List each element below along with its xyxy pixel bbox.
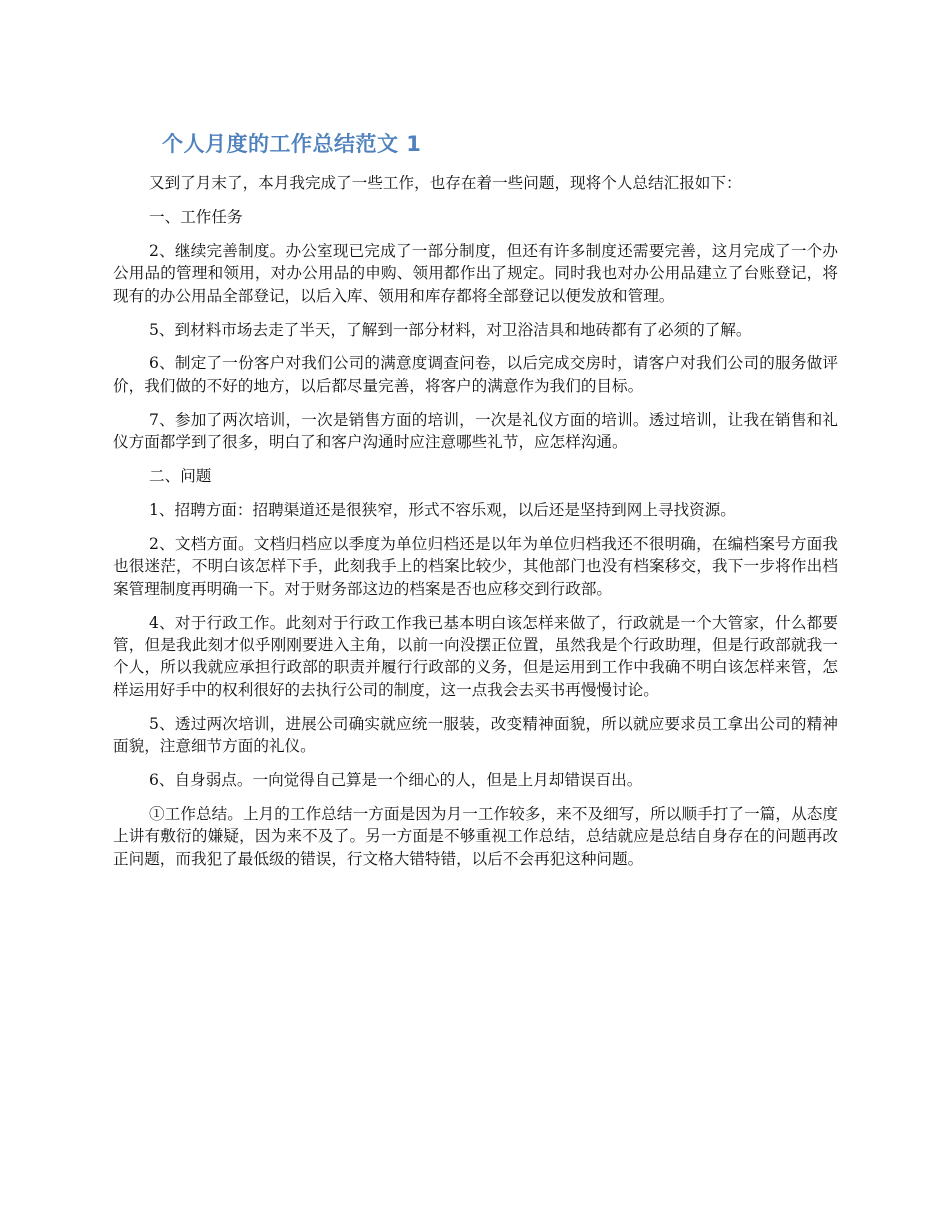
paragraph-item: 2、文档方面。文档归档应以季度为单位归档还是以年为单位归档我还不很明确，在编档案号方面我也很迷茫，不明白该怎样下手，此刻我手上的档案比较少，其他部门也没有档案移交，我下一步将作出档案管理制度再明确一下。对于财务部这边的档案是否也应移交到行政部。 (113, 534, 838, 598)
paragraph-item: 7、参加了两次培训，一次是销售方面的培训，一次是礼仪方面的培训。透过培训，让我在销售和礼仪方面都学到了很多，明白了和客户沟通时应注意哪些礼节，应怎样沟通。 (113, 410, 838, 452)
document-title: 个人月度的工作总结范文 1 (162, 132, 422, 156)
paragraph-item: 5、透过两次培训，进展公司确实就应统一服装，改变精神面貌，所以就应要求员工拿出公司的精神面貌，注意细节方面的礼仪。 (113, 714, 838, 756)
paragraph-intro: 又到了月末了，本月我完成了一些工作，也存在着一些问题，现将个人总结汇报如下： (149, 174, 742, 192)
paragraph-item: 6、自身弱点。一向觉得自己算是一个细心的人，但是上月却错误百出。 (149, 771, 643, 790)
section-heading-tasks: 一、工作任务 (149, 207, 243, 226)
paragraph-item: 4、对于行政工作。此刻对于行政工作我已基本明白该怎样来做了，行政就是一个大管家，什么都要管，但是我此刻才似乎刚刚要进入主角，以前一向没摆正位置，虽然我是个行政助理，但是行政部就我一个人，所以我就应承担行政部的职责并履行行政部的义务，但是运用到工作中我确不明白该怎样来管，怎样运用好手中的权利很好的去执行公司的制度，这一点我会去买书再慢慢讨论。 (113, 613, 838, 699)
paragraph-item: 2、继续完善制度。办公室现已完成了一部分制度，但还有许多制度还需要完善，这月完成了一个办公用品的管理和领用，对办公用品的申购、领用都作出了规定。同时我也对办公用品建立了台账登记，将现有的办公用品全部登记，以后入库、领用和库存都将全部登记以便发放和管理。 (113, 241, 838, 305)
document-body (113, 172, 838, 882)
paragraph-item: 5、到材料市场去走了半天，了解到一部分材料，对卫浴洁具和地砖都有了必须的了解。 (149, 320, 752, 339)
paragraph-item: 1、招聘方面：招聘渠道还是很狭窄，形式不容乐观，以后还是坚持到网上寻找资源。 (149, 500, 736, 519)
section-heading-problems: 二、问题 (149, 467, 212, 486)
paragraph-item: ①工作总结。上月的工作总结一方面是因为月一工作较多，来不及细写，所以顺手打了一篇，从态度上讲有敷衍的嫌疑，因为来不及了。另一方面是不够重视工作总结，总结就应是总结自身存在的问题再改正问题，而我犯了最低级的错误，行文格大错特错，以后不会再犯这种问题。 (113, 804, 838, 868)
paragraph-item: 6、制定了一份客户对我们公司的满意度调查问卷，以后完成交房时，请客户对我们公司的服务做评价，我们做的不好的地方，以后都尽量完善，将客户的满意作为我们的目标。 (113, 354, 838, 395)
